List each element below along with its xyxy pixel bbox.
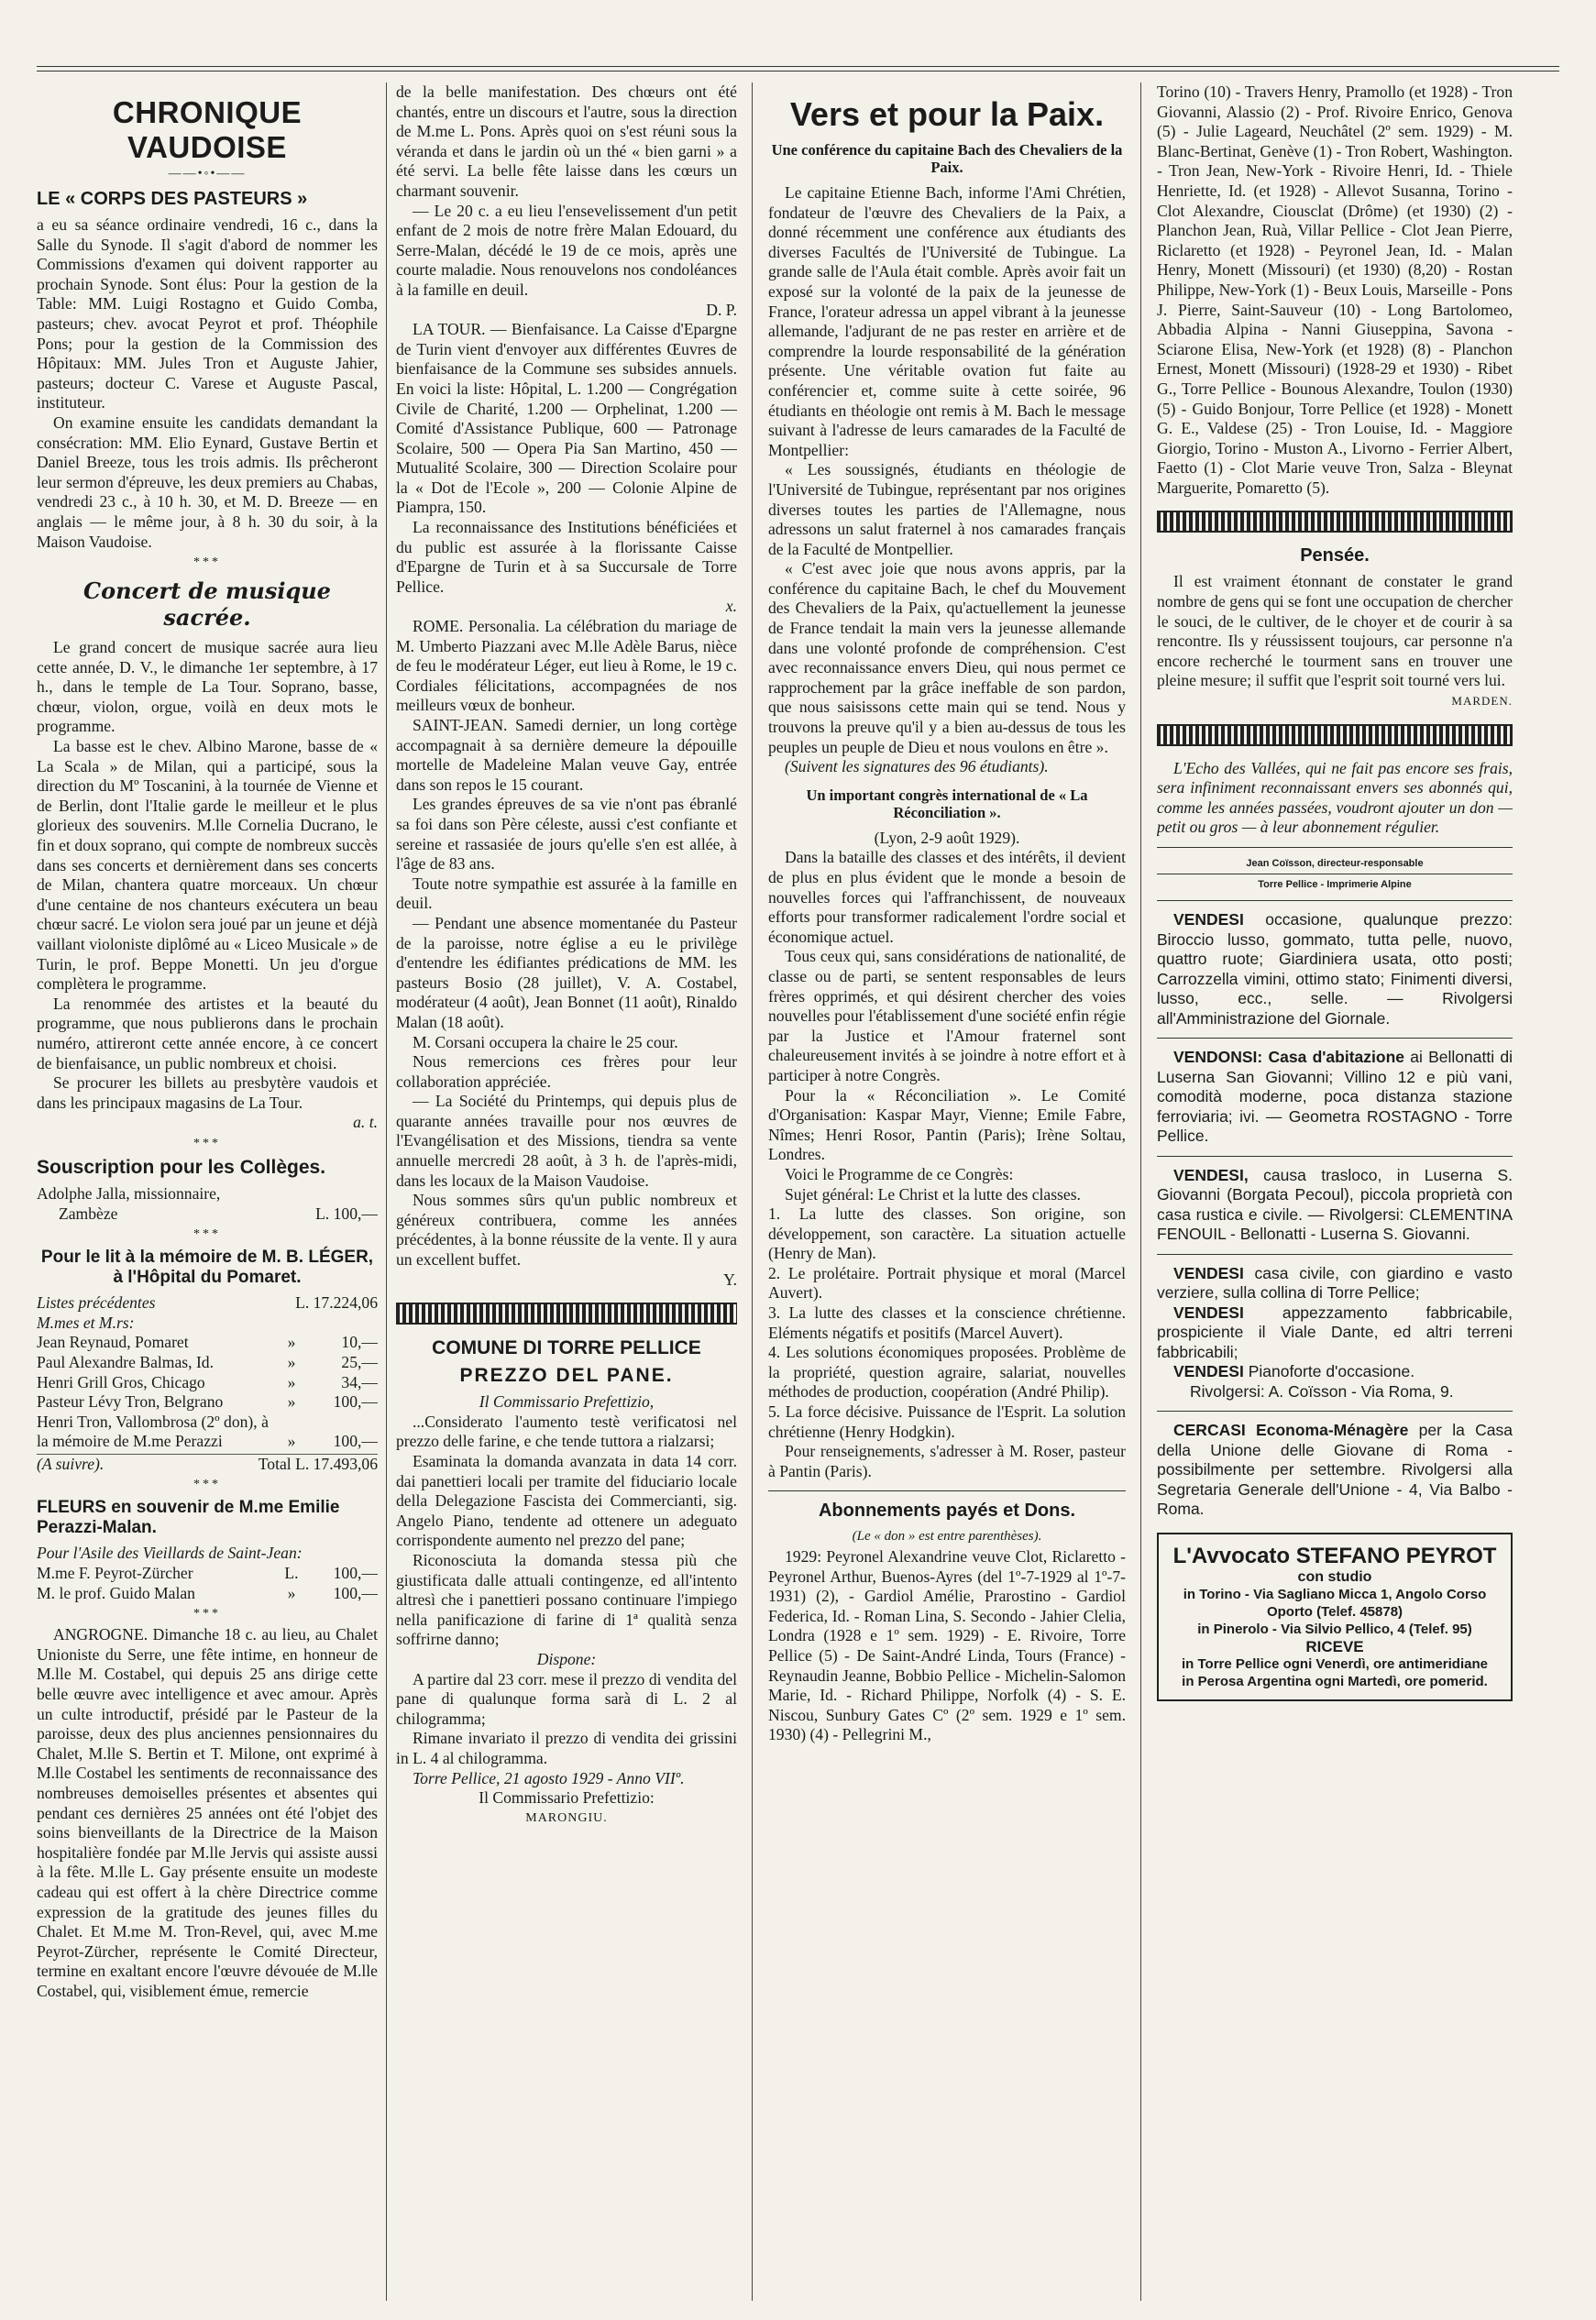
signature: MARDEN. <box>1451 694 1513 709</box>
article-paragraph: Le capitaine Etienne Bach, informe l'Ami Chrétien, fondateur de l'œuvre des Chevaliers de la Paix, a donné récemment une conférence aux étudiants des diverses Facultés de l'Université de Tubingue. La grande salle de l'Aula était comble. Après avoir fait un exposé sur la volonté de la paix de la jeunesse de France, l'orateur adressa un appel vibrant à la jeunesse allemande, l'adjurant de ne pas rester en arrière et de comprendre la lourde responsabilité de la génération présente. Une véritable ovation fut faite au conférencier et, comme suite à cette soirée, 96 étudiants en théologie ont remis à M. Bach le message suivant à l'adresse de leurs camarades de la Faculté de Montpellier: <box>768 183 1126 459</box>
article-paragraph: Voici le Programme de ce Congrès: <box>785 1164 1014 1183</box>
article-paragraph: Nous sommes sûrs qu'un public nombreux et généreux contribuera, comme les années précédentes, à la bonne réussite de la vente. Il y aura un excellent buffet. <box>396 1191 737 1270</box>
separator-stars: *** <box>193 1478 221 1492</box>
article-paragraph: (Suivent les signatures des 96 étudiants). <box>785 757 1049 776</box>
article-paragraph: Tous ceux qui, sans considérations de nationalité, de classe ou de parti, se sentent responsables de leurs frères opprimés, et qui désirent chercher des voies nouvelles pour l'établissement d'une société enfin régie par la Justice et l'Amour fraternel sont chaleureusement invités à se joindre à notre effort et à participer à notre Congrès. <box>768 947 1126 1084</box>
ditto-mark: » <box>287 1583 296 1602</box>
article-paragraph: Torino (10) - Travers Henry, Pramollo (et 1928) - Tron Giovanni, Alassio (2) - Prof. Rivoire Enrico, Genova (5) - Julie Lageard, Neuchâtel (2º sem. 1929) - M. Blanc-Bertinat, Genève (1) - Tron Robert, Washington. - Tron Jean, New-York - Rivoire Henri, Id. - Thiele Henriette, Id. (et 1928) - Allevot Susanna, Torino - Clot Alexandre, Ciousclat (Drôme) (et 1930) (2) - Planchon Jean, Ruà, Villar Pellice - Clot Jean Pierre, Riclaretto (et 1928) - Peyronel Jean, Id. - Malan Henry, Monett (Missouri) (et 1930) (8,20) - Rostan Philippe, New-York (1) - Beux Louis, Marseille - Pons J. Pierre, Saint-Sauveur (10) - Long Bartolomeo, Abbadia Alpina - Nanni Giuseppina, Savona - Sciarone Elisa, New-York (et 1928) (8) - Planchon Ernest, Monett (Missouri) (1928-29 et 1930) - Ribet G., Torre Pellice - Bounous Alexandre, Toulon (1930) (5) - Guido Bonjour, Torre Pellice (et 1928) - Monett G. E., Valdese (25) - Tron Louise, Id. - Maggiore Giorgio, Torino - Muston A., Livorno - Ferrier Albert, Faetto (1) - Clot Marie veuve Tron, Salza - Bleynat Marguerite, Pomaretto (5). <box>1157 82 1513 497</box>
donor-name: Paul Alexandre Balmas, Id. <box>37 1352 214 1371</box>
article-paragraph: On examine ensuite les candidats demandant la consécration: MM. Elio Eynard, Gustave Bertin et Daniel Breeze, tous les trois admis. Ils prêcheront leur sermon d'épreuve, les deux premiers au Chabas, vendredi 23 c., à 10 h. 30, et M. D. Breeze — en anglais — le même jour, à 8 h. 30 du soir, à la Maison Vaudoise. <box>37 412 378 551</box>
donor-name: Pasteur Lévy Tron, Belgrano <box>37 1392 224 1412</box>
donor-amount: L. 100,— <box>315 1204 378 1223</box>
donor-row <box>37 1392 378 1413</box>
ad-text: occasione, qualunque prezzo: Biroccio lusso, gommato, tutta pelle, nuovo, quattro ruote; Giardiniera usata, otto posti; Carrozzella vimini, ottimo stato; Finimenti diversi, lusso, ecc., selle. — Rivolgersi all'Amministrazione del Giornale. <box>1157 910 1513 1028</box>
separator-stars: *** <box>193 1136 221 1150</box>
classified-ad <box>1157 1303 1513 1363</box>
imprint-director: Jean Coïsson, directeur-responsable <box>1246 858 1424 869</box>
divider <box>1157 1038 1513 1039</box>
article-paragraph: SAINT-JEAN. Samedi dernier, un long cortège accompagnait à sa dernière demeure la dépouille mortelle de Madeleine Malan veuve Gay, entrée dans son repos le 15 courant. <box>396 716 737 794</box>
donor-amount: 100,— <box>333 1392 378 1412</box>
program-item: 5. La force décisive. Puissance de l'Esprit. La solution chrétienne (Henry Hodgkin). <box>768 1402 1126 1441</box>
notice-signatory-title: Il Commissario Prefettizio: <box>479 1788 655 1808</box>
office-line: in Torre Pellice ogni Venerdì, ore antimeridiane <box>1182 1655 1488 1672</box>
signature: x. <box>725 597 737 616</box>
ad-heading: VENDESI <box>1173 1263 1244 1282</box>
ad-text: Pianoforte d'occasione. <box>1243 1362 1415 1380</box>
article-title: FLEURS en souvenir de M.me Emilie Perazzi-Malan. <box>37 1498 340 1538</box>
article-title: LE « CORPS DES PASTEURS » <box>37 189 308 209</box>
article-paragraph: Les grandes épreuves de sa vie n'ont pas ébranlé sa foi dans son Père céleste, aussi c'est confiante et sereine et rassasiée de jours qu'elle s'en est allée, à l'âge de 83 ans. <box>396 795 737 874</box>
lawyer-advertisement <box>1157 1533 1513 1701</box>
notice-heading: Dispone: <box>536 1649 597 1668</box>
ad-text: per la Casa della Unione delle Giovane di Roma - possibilmente per settembre. Rivolgersi alla Segretaria Generale dell'Unione - 4, Via Balbo - Roma. <box>1157 1421 1513 1518</box>
classified-ad <box>1157 1166 1513 1245</box>
imprint-printer: Torre Pellice - Imprimerie Alpine <box>1258 879 1412 890</box>
article-title: Souscription pour les Collèges. <box>37 1156 326 1178</box>
ditto-mark: » <box>287 1333 296 1352</box>
row-value: L. 17.224,06 <box>295 1293 378 1313</box>
ad-text: causa trasloco, in Luserna S. Giovanni (Borgata Pecoul), piccola proprietà con casa rustica e civile. — Rivolgersi: CLEMENTINA FENOUIL - Bellonatti - Luserna S. Giovanni. <box>1157 1165 1513 1243</box>
article-title: Concert de musique sacrée. <box>83 577 331 632</box>
donor-name: Jean Reynaud, Pomaret <box>37 1333 189 1352</box>
donor-line: Adolphe Jalla, missionnaire, <box>37 1183 221 1203</box>
notice-signatory: MARONGIU. <box>525 1810 608 1825</box>
column-4 <box>1157 82 1513 2301</box>
ad-heading: VENDESI, <box>1173 1165 1249 1184</box>
article-paragraph: Sujet général: Le Christ et la lutte des classes. <box>785 1184 1081 1204</box>
classified-ad <box>1157 910 1513 1028</box>
donor-name: Henri Grill Gros, Chicago <box>37 1372 205 1391</box>
donor-amount: 34,— <box>341 1372 378 1391</box>
ad-heading: VENDONSI: Casa d'abitazione <box>1173 1048 1404 1066</box>
signature: Y. <box>723 1270 737 1289</box>
total-row <box>37 1454 378 1475</box>
article-paragraph: L'Echo des Vallées, qui ne fait pas encore ses frais, sera infiniment reconnaissant envers ses abonnés qui, comme les années passées, voudront ajouter un don — petit ou gros — à leur abonnement régulier. <box>1157 758 1513 837</box>
column-divider <box>1140 82 1141 2301</box>
decorative-banner <box>396 1303 737 1325</box>
article-paragraph: ROME. Personalia. La célébration du mariage de M. Umberto Piazzani avec M.lle Adèle Barus, nièce de feu le modérateur Léger, eut lieu à Rome, le 19 c. Cordiales félicitations, accompagnées de nos meilleurs vœux de bonheur. <box>396 617 737 715</box>
donor-row <box>37 1373 378 1393</box>
ad-heading: VENDESI <box>1173 910 1244 929</box>
ad-heading: VENDESI <box>1173 1362 1244 1380</box>
ad-text: casa civile, con giardino e vasto verziere, sulla collina di Torre Pellice; <box>1157 1263 1513 1302</box>
article-paragraph: Dans la bataille des classes et des intérêts, il devient de plus en plus évident que le monde a besoin de nouvelles forces qui l'affranchissent, de nouveaux efforts pour transformer radicalement l'ordre social et économique actuel. <box>768 848 1126 946</box>
classified-ad <box>1157 1048 1513 1147</box>
notice-issuer: COMUNE DI TORRE PELLICE <box>432 1337 701 1359</box>
article-title: Abonnements payés et Dons. <box>818 1501 1076 1522</box>
divider <box>1157 1156 1513 1157</box>
classified-ad <box>1157 1362 1513 1382</box>
article-paragraph: — La Société du Printemps, qui depuis plus de quarante années travaille pour nos œuvres de l'Evangélisation et des Missions, tiendra sa vente annuelle mercredi 28 août, à 3 h. de l'après-midi, dans les locaux de la Maison Vaudoise. <box>396 1092 737 1190</box>
classified-ad <box>1157 1264 1513 1303</box>
ornament: ——•◦•—— <box>168 167 247 181</box>
notice-date: Torre Pellice, 21 agosto 1929 - Anno VIIº. <box>413 1768 685 1787</box>
top-rule <box>37 66 1559 71</box>
separator-stars: *** <box>193 555 221 570</box>
article-subtitle: Une conférence du capitaine Bach des Chevaliers de la Paix. <box>771 141 1123 176</box>
notice-paragraph: Rimane invariato il prezzo di vendita dei grissini in L. 4 al chilogramma. <box>396 1729 737 1767</box>
article-paragraph: « C'est avec joie que nous avons appris, par la conférence du capitaine Bach, le chef du Mouvement des Chevaliers de la Paix, qu'actuellement la jeunesse de France tendait la main vers la jeunesse allemande dans une volonté profonde de compréhension. C'est avec reconnaissance envers Dieu, qui nous permet ce rapprochement par la grâce ineffable de son pardon, que nous saisissons cette main qui se tend. Nous y trouvons la preuve qu'il y a bien au-dessus de tous les peuples un peuple de Dieu et nous voulons en être ». <box>768 559 1126 756</box>
column-3 <box>768 82 1126 2301</box>
article-paragraph: Il est vraiment étonnant de constater le grand nombre de gens qui se font une occupation de chercher le souci, de le cultiver, de le choyer et de courir à sa rencontre. Ils y réussissent toujours, car personne n'a encore recherché le tourment sans en trouver une pleine mesure; il suffit que l'esprit soit tourné vers lui. <box>1157 572 1513 690</box>
article-paragraph: 1929: Peyronel Alexandrine veuve Clot, Riclaretto - Peyronel Arthur, Buenos-Ayres (del 1º-7-1929 al 1º-7-1931) (2), - Gardiol Amélie, Prarostino - Gardiol Federica, Id. - Roman Lina, S. Secondo - Jahier Clelia, Londra (1928 e 1º sem. 1929) - E. Rivoire, Torre Pellice (5) - De Saint-André Linda, Tours (France) - Reynaudin Jeanne, Bobbio Pellice - Michelin-Salomon Marie, Id. - Richard Philippe, Norfolk (4) - S. E. Niscou, Sunbury Gates Cº (2º sem. 1929 e 1º sem. 1930) (4) - Pellegrini M., <box>768 1547 1126 1744</box>
office-line: in Perosa Argentina ogni Martedì, ore pomerid. <box>1182 1673 1488 1689</box>
donor-name: M.me F. Peyrot-Zürcher <box>37 1564 193 1583</box>
row-label: Listes précédentes <box>37 1293 156 1313</box>
ad-subtitle: con studio <box>1297 1568 1372 1585</box>
article-paragraph: — Le 20 c. a eu lieu l'ensevelissement d'un petit enfant de 2 mois de notre frère Malan Edouard, du Serre-Malan, décédé le 19 de ce mois, après une courte maladie. Nous renouvelons nos condoléances à la famille en deuil. <box>396 201 737 299</box>
column-divider <box>752 82 753 2301</box>
article-title: Vers et pour la Paix. <box>789 95 1105 133</box>
article-paragraph: ANGROGNE. Dimanche 18 c. au lieu, au Chalet Unioniste du Serre, une fête intime, en honneur de M.lle M. Costabel, qui depuis 25 ans dirige cette belle œuvre avec intelligence et avec amour. Après un culte introductif, présidé par le Pasteur de la paroisse, deux des plus anciennes pensionnaires du Chalet, M.lle S. Bertin et T. Milone, ont exprimé à M.lle Costabel les sentiments de reconnaissance des nombreuses demoiselles présentes et absentes qui pendant ces dernières 25 années ont été l'objet des soins bienveillants de la Directrice de la Maison hospitalière fondée par M.lle Jervis qui assiste aussi à la fête. M.lle L. Gay présente ensuite un modeste cadeau qui est offert à la chère Directrice comme expression de la gratitude des jeunes filles du Chalet. Et M.me M. Tron-Revel, qui, avec M.me Peyrot-Zürcher, représente le Comité Directeur, termine en exaltant encore l'œuvre dévouée de M.lle Costabel, qui, visiblement émue, remercie <box>37 1625 378 2000</box>
section-masthead: CHRONIQUE VAUDOISE <box>112 95 303 164</box>
donor-row <box>37 1204 378 1225</box>
decorative-banner <box>1157 724 1513 746</box>
ditto-mark: » <box>287 1372 296 1391</box>
notice-paragraph: Riconosciuta la domanda stessa più che giustificata dalle attuali contingenze, ed all'intento altresì che i panettieri possano continuare l'impiego nella panificazione di farine di 1ª qualità senza soffrirne danno; <box>396 1550 737 1649</box>
list-heading: Pour l'Asile des Vieillards de Saint-Jean: <box>37 1544 303 1563</box>
donor-row <box>37 1333 378 1353</box>
program-item: 3. La lutte des classes et la conscience chrétienne. Eléments négatifs et positifs (Marcel Auvert). <box>768 1303 1126 1342</box>
office-line: in Pinerolo - Via Silvio Pellico, 4 (Telef. 95) <box>1197 1621 1472 1637</box>
divider <box>1157 847 1513 848</box>
notice-paragraph: Esaminata la domanda avanzata in data 14 corr. dai panettieri locali per tramite del fiduciario locale della Delegazione Fascista dei Commercianti, sig. Angelo Piano, tendente ad ottenere un adeguato corrispondente aumento nel prezzo del pane; <box>396 1452 737 1550</box>
article-paragraph: La renommée des artistes et la beauté du programme, que nous publierons dans le prochain numéro, attireront cette année encore, à ce concert de bienfaisance, un public nombreux et choisi. <box>37 994 378 1072</box>
column-1 <box>37 82 378 2301</box>
divider <box>1157 1254 1513 1255</box>
article-paragraph: LA TOUR. — Bienfaisance. La Caisse d'Epargne de Turin vient d'envoyer aux différentes Œuvres de bienfaisance de la Commune ses subsides annuels. En voici la liste: Hôpital, L. 1.200 — Congrégation Civile de Charité, 1.200 — Orphelinat, 1.200 — Comité d'Assistance Publique, 600 — Patronage Scolaire, 500 — Opera Pia San Martino, 450 — Mutualité Scolaire, 300 — Direction Scolaire pour la « Dot de l'Ecole », 200 — Colonie Alpine de Piampra, 150. <box>396 320 737 517</box>
office-line: RICEVE <box>1305 1637 1364 1655</box>
notice-paragraph: ...Considerato l'aumento testè verificatosi nel prezzo delle farine, e che tende tuttora a rialzarsi; <box>396 1412 737 1451</box>
separator-stars: *** <box>193 1607 221 1622</box>
article-paragraph: M. Corsani occupera la chaire le 25 cour. <box>413 1032 678 1051</box>
donor-amount: 100,— <box>333 1583 378 1602</box>
article-dateline: (Lyon, 2-9 août 1929). <box>874 828 1020 847</box>
article-paragraph: La basse est le chev. Albino Marone, basse de « La Scala » de Milan, qui a participé, sous la direction du Mº Toscanini, à la tournée de Vienne et de Berlin, dont l'Italie garde le meilleur et le plus glorieux des souvenirs. M.lle Cornelia Ducrano, le fin et doux soprano, qui compte de nombreux succès dans ses concerts et dernièrement dans ses concerts de Milan, chantera quatre morceaux. Un chœur d'une centaine de nos chanteurs exécutera un beau chœur sacré. Le violon sera joué par un jeune et déjà vaillant violoniste diplômé au « Liceo Musicale » de Turin, le prof. Beppe Monetti. Un jeu d'orgue complètera le programme. <box>37 737 378 994</box>
signature: D. P. <box>706 300 737 319</box>
article-title: Un important congrès international de « La Réconciliation ». <box>806 786 1088 821</box>
article-paragraph: « Les soussignés, étudiants en théologie de l'Université de Tubingue, représentant par nos origines diverses toutes les parties de l'Allemagne, nous adressons un salut fraternel à nos camarades français de la Faculté de Montpellier. <box>768 460 1126 558</box>
classified-ad <box>1157 1421 1513 1520</box>
donor-row <box>37 1413 378 1452</box>
notice-paragraph: A partire dal 23 corr. mese il prezzo di vendita del pane di qualunque forma sarà di L. 2 al chilogramma; <box>396 1669 737 1728</box>
donor-row <box>37 1584 378 1604</box>
article-title: Pensée. <box>1300 545 1370 566</box>
previous-total-row <box>37 1293 378 1314</box>
donor-amount: 100,— <box>333 1564 378 1583</box>
divider <box>1157 900 1513 901</box>
donor-row <box>37 1353 378 1373</box>
program-item: 4. Les solutions économiques proposées. Problème de la propriété, question agraire, salariat, nouvelles méthodes de production, coopération (André Philip). <box>768 1343 1126 1402</box>
article-paragraph: — Pendant une absence momentanée du Pasteur de la paroisse, notre église a eu le privilège d'entendre les édifiantes prédications de MM. les pasteurs Bosio (28 juillet), V. A. Costabel, modérateur (4 août), Jean Bonnet (11 août), Rinaldo Malan (18 août). <box>396 913 737 1031</box>
ad-title: L'Avvocato STEFANO PEYROT <box>1172 1543 1497 1568</box>
article-paragraph: Pour renseignements, s'adresser à M. Roser, pasteur à Pantin (Paris). <box>768 1442 1126 1480</box>
column-2 <box>396 82 737 2301</box>
ad-text: appezzamento fabbricabile, prospiciente il Viale Dante, ed altri terreni fabbricabili; <box>1157 1303 1513 1361</box>
column-divider <box>386 82 387 2301</box>
notice-author: Il Commissario Prefettizio, <box>479 1392 655 1412</box>
ad-heading: VENDESI <box>1173 1303 1244 1322</box>
list-heading: M.mes et M.rs: <box>37 1313 135 1332</box>
office-line: in Torino - Via Sagliano Micca 1, Angolo Corso Oporto (Telef. 45878) <box>1183 1586 1487 1620</box>
divider <box>768 1490 1126 1491</box>
ditto-mark: » <box>287 1432 296 1451</box>
article-paragraph: Pour la « Réconciliation ». Le Comité d'Organisation: Kaspar Mayr, Vienne; Emile Fabre, Nîmes; Henri Rosor, Pantin (Paris); Irène Soltau, Londres. <box>768 1085 1126 1164</box>
donor-amount: 100,— <box>333 1432 378 1451</box>
ditto-mark: » <box>287 1352 296 1371</box>
donor-row <box>37 1564 378 1584</box>
ad-contact: Rivolgersi: A. Coïsson - Via Roma, 9. <box>1190 1381 1454 1401</box>
article-paragraph: Nous remercions ces frères pour leur collaboration appréciée. <box>396 1052 737 1091</box>
ad-heading: CERCASI Economa-Ménagère <box>1173 1421 1409 1439</box>
notice-title: PREZZO DEL PANE. <box>459 1365 674 1387</box>
ditto-mark: » <box>287 1392 296 1412</box>
article-paragraph: de la belle manifestation. Des chœurs ont été chantés, entre un discours et l'autre, sous la direction de M.me L. Pons. Après quoi on s'est réuni sous la véranda et dans le jardin où un thé « bien garni » a été servi. La belle fête laisse dans les cœurs un charmant souvenir. <box>396 82 737 200</box>
donor-amount: 10,— <box>341 1333 378 1352</box>
total-amount: Total L. 17.493,06 <box>258 1454 378 1473</box>
article-paragraph: Le grand concert de musique sacrée aura lieu cette année, D. V., le dimanche 1er septembre, à 17 h., dans le temple de La Tour. Soprano, basse, chœur, violon, orgue, voilà en deux mots le programme. <box>37 638 378 736</box>
donor-name: Zambèze <box>59 1204 118 1223</box>
program-item: 1. La lutte des classes. Son origine, son développement, son caractère. La situation actuelle (Henry de Man). <box>768 1204 1126 1263</box>
article-title: Pour le lit à la mémoire de M. B. LÉGER, à l'Hôpital du Pomaret. <box>40 1248 374 1288</box>
article-paragraph: La reconnaissance des Institutions bénéficiées et du public est assurée à la florissante Caisse d'Epargne de Turin et à sa Succursale de Torre Pellice. <box>396 518 737 596</box>
donor-name: Henri Tron, Vallombrosa (2º don), à la mémoire de M.me Perazzi <box>37 1412 269 1451</box>
donor-name: M. le prof. Guido Malan <box>37 1583 195 1602</box>
article-paragraph: Se procurer les billets au presbytère vaudois et dans les principaux magasins de La Tour. <box>37 1073 378 1112</box>
signature: a. t. <box>353 1113 378 1132</box>
program-item: 2. Le prolétaire. Portrait physique et moral (Marcel Auvert). <box>768 1263 1126 1303</box>
article-subtitle: (Le « don » est entre parenthèses). <box>852 1529 1042 1545</box>
to-be-continued: (A suivre). <box>37 1454 105 1473</box>
ad-text: ai Bellonatti di Luserna San Giovanni; Villino 12 e più vani, comodità moderne, poca distanza stazione ferroviaria; ivi. — Geometra ROSTAGNO - Torre Pellice. <box>1157 1048 1513 1145</box>
donor-amount: 25,— <box>341 1352 378 1371</box>
separator-stars: *** <box>193 1227 221 1242</box>
article-paragraph: Toute notre sympathie est assurée à la famille en deuil. <box>396 874 737 913</box>
decorative-banner <box>1157 511 1513 533</box>
divider <box>1157 1411 1513 1412</box>
article-paragraph: a eu sa séance ordinaire vendredi, 16 c., dans la Salle du Synode. Il s'agit d'abord de nommer les Commissions d'examen qui doivent rapporter au prochain Synode. Sont élus: Pour la gestion de la Table: MM. Luigi Rostagno et Guido Comba, pasteurs; chev. avocat Peyrot et prof. Théophile Pons; pour la gestion de la Commission des Hôpitaux: MM. Jules Tron et Auguste Jahier, pasteurs; docteur C. Varese et Auguste Pascal, instituteur. <box>37 215 378 412</box>
currency-mark: L. <box>284 1564 299 1583</box>
